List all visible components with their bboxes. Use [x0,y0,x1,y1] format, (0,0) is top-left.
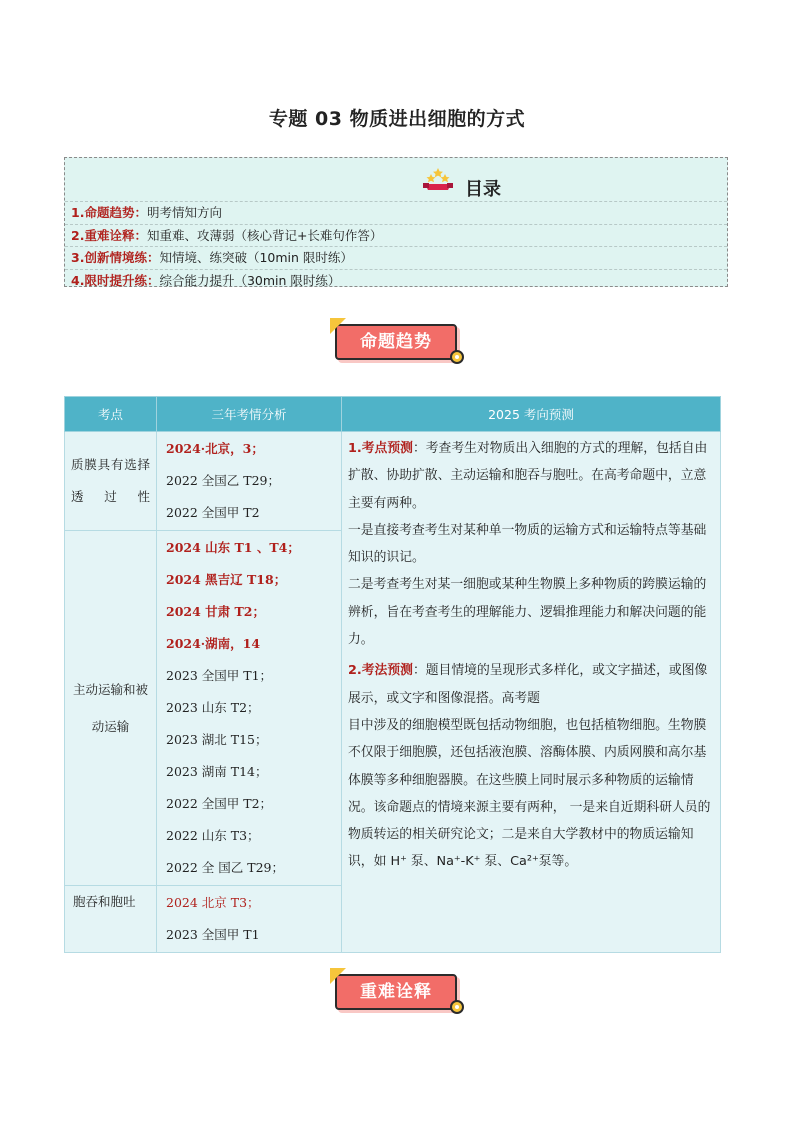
year-item: 2023 全国甲 T1 [166,927,260,942]
badge-label: 重难诠释 [360,982,432,1002]
crown-stars-icon [422,167,454,193]
year-item: 2024 山东 T1 、T4； [166,540,300,555]
year-item: 2022 全国乙 T29； [166,473,281,488]
year-item: 2022 全国甲 T2 [166,505,260,520]
exam-point: 质膜具有选择透过性 [65,432,157,531]
toc-item[interactable]: 1.命题趋势：明考情知方向 [65,201,727,224]
prediction-label-2: 2.考法预测 [348,663,413,679]
toc-item[interactable]: 4.限时提升练：综合能力提升（30min 限时练） [65,269,727,292]
prediction-label-1: 1.考点预测 [348,441,413,456]
year-list [157,531,342,886]
year-item: 2024·湖南，14 [166,636,261,651]
section-badge-trend [330,318,466,366]
year-list [157,432,342,531]
year-item: 2022 全 国乙 T29； [166,860,284,875]
year-item: 2023 湖北 T15； [166,732,268,747]
year-item: 2024 北京 T3； [166,895,260,910]
section-badge-difficulty [330,968,466,1016]
table-of-contents [64,157,728,287]
prediction-para: 二是考查考生对某一细胞或某种生物膜上多种物质的跨膜运输的辨析，旨在考查考生的理解能力、逻辑推理能力和解决问题的能力。 [348,577,707,648]
year-item: 2023 全国甲 T1； [166,668,273,683]
toc-heading: 目录 [465,179,501,200]
toc-item[interactable]: 2.重难诠释：知重难、攻薄弱（核心背记+长难句作答） [65,224,727,247]
year-list [157,886,342,953]
header-point: 考点 [65,397,157,432]
year-item: 2024 黑吉辽 T18； [166,572,287,587]
page-title: 专题 03 物质进出细胞的方式 [268,108,526,130]
badge-label: 命题趋势 [360,332,432,352]
year-item: 2023 山东 T2； [166,700,260,715]
prediction-para: 一是直接考查考生对某种单一物质的运输方式和运输特点等基础知识的识记。 [348,522,707,566]
year-item: 2024 甘肃 T2； [166,604,265,619]
prediction-para: 目中涉及的细胞模型既包括动物细胞，也包括植物细胞。生物膜不仅限于细胞膜，还包括液泡膜、溶酶体膜、内质网膜和高尔基体膜等多种细胞器膜。在这些膜上同时展示多种物质的运输情况。该命题点的情境来源主要有两种， 一是来自近期科研人员的物质转运的相关研究论文；二是来自大学教材中的物质运输知识，如 H⁺ 泵、Na⁺-K⁺ 泵、Ca²⁺泵等。 [348,717,711,870]
year-item: 2023 湖南 T14； [166,764,268,779]
exam-point: 主动运输和被动运输 [65,531,157,886]
year-item: 2024·北京，3； [166,441,264,456]
header-years: 三年考情分析 [157,397,342,432]
table-row [65,432,721,531]
prediction-cell: 1.考点预测：考查考生对物质出入细胞的方式的理解，包括自由扩散、协助扩散、主动运输和胞吞与胞吐。在高考命题中，立意主要有两种。 一是直接考查考生对某种单一物质的运输方式和运输特点等基础知识的识记。 二是考查考生对某一细胞或某种生物膜上多种物质的跨膜运输的辨析，旨在考查考生的理解能力、逻辑推理能力和解决问题的能力。 2.考法预测：题目情境的呈现形式多样化，或文字描述，或图像展示，或文字和图像混搭。高考题 目中涉及的细胞模型既包括动物细胞，也包括植物细胞。生物膜不仅限于细胞膜，还包括液泡膜、溶酶体膜、内质网膜和高尔基体膜等多种细胞器膜。在这些膜上同时展示多种物质的运输情况。该命题点的情境来源主要有两种， 一是来自近期科研人员的物质转运的相关研究论文；二是来自大学教材中的物质运输知识，如 H⁺ 泵、Na⁺-K⁺ 泵、Ca²⁺泵等。 [342,432,721,953]
exam-point: 胞吞和胞吐 [65,886,157,953]
header-prediction: 2025 考向预测 [342,397,721,432]
toc-header [65,158,727,201]
toc-item[interactable]: 3.创新情境练：知情境、练突破（10min 限时练） [65,246,727,269]
year-item: 2022 山东 T3； [166,828,260,843]
table-header-row [65,397,721,432]
exam-analysis-table [64,396,721,953]
year-item: 2022 全国甲 T2； [166,796,273,811]
